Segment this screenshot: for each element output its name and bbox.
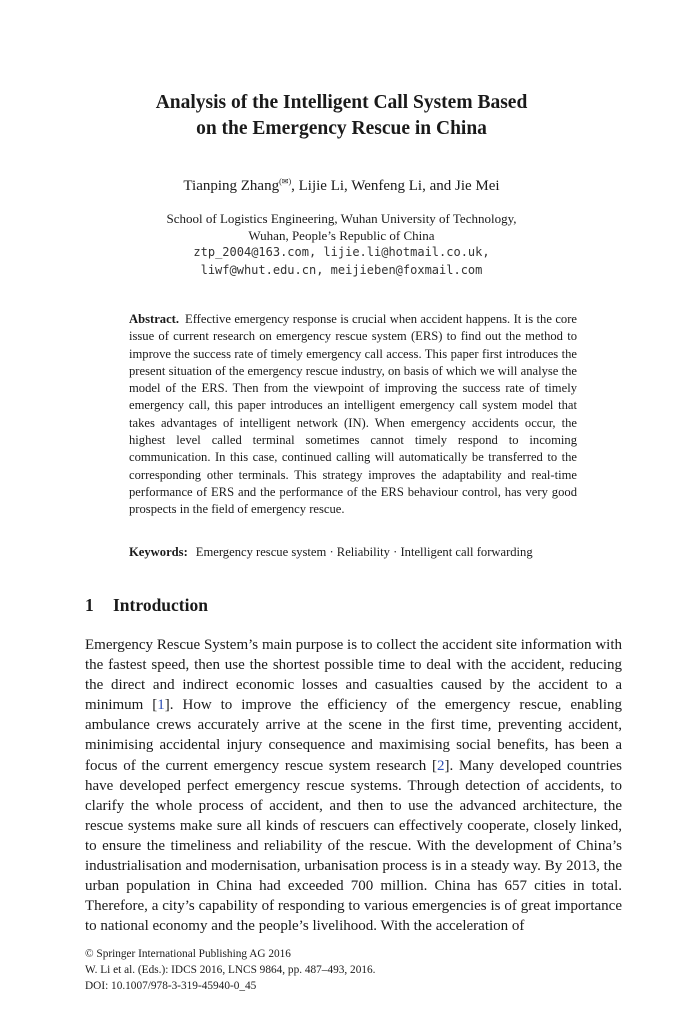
section-title: Introduction xyxy=(113,595,208,615)
email-line-1[interactable]: ztp_2004@163.com, lijie.li@hotmail.co.uk, xyxy=(193,245,490,259)
author-others: , Lijie Li, Wenfeng Li, and Jie Mei xyxy=(291,178,500,194)
body-text-part-1: Emergency Rescue System’s main purpose is to collect the accident site information with the fastest speed, then use the shortest possible time to deal with the accident, reducing the direct and indirect economic losses and casualties caused by the accident to a minimum [ xyxy=(85,637,622,714)
footer-doi[interactable]: DOI: 10.1007/978-3-319-45940-0_45 xyxy=(85,980,257,992)
author-emails xyxy=(60,244,623,279)
title-line-2: on the Emergency Rescue in China xyxy=(196,118,487,139)
email-line-2[interactable]: liwf@whut.edu.cn, meijieben@foxmail.com xyxy=(200,262,483,277)
title-line-1: Analysis of the Intelligent Call System Based xyxy=(155,92,528,113)
citation-link-1[interactable]: 1 xyxy=(157,697,165,714)
keywords xyxy=(129,544,589,561)
abstract-text: Effective emergency response is crucial when accident happens. It is the core issue of current research on emergency rescue system (ERS) to find out the method to improve the success rate of timely emergency call access. This paper first introduces the present situation of the emergency rescue industry, on basis of which we will analyse the model of the ERS. Then from the viewpoint of improving the success rate of timely emergency call, this paper introduces an intelligent emergency call system model that takes advantages of intelligent network (IN). When emergency accidents occur, the highest level called terminal sometimes cannot timely respond to incoming communication. In this case, continued calling will automatically be transferred to the corresponding other terminals. This strategy improves the adaptability and real-time performance of ERS and the performance of the ERS behaviour control, has very good prospects in the field of emergency rescue. xyxy=(129,312,577,517)
paper-title xyxy=(60,90,623,142)
abstract xyxy=(129,311,577,519)
keywords-text: Emergency rescue system · Reliability · Intelligent call forwarding xyxy=(195,545,533,559)
abstract-label: Abstract. xyxy=(129,312,180,326)
author-corresponding: Tianping Zhang xyxy=(183,178,280,194)
body-text-part-2: ]. How to improve the efficiency of the emergency rescue, enabling ambulance crews accurately arrive at the scene in the first time, preventing accident, minimising accidental injury consequence and maximising social benefits, has been a focus of the current emergency rescue system research [ xyxy=(85,697,622,774)
affiliation xyxy=(60,210,623,244)
section-number: 1 xyxy=(85,595,94,615)
affiliation-line-2: Wuhan, People’s Republic of China xyxy=(248,228,435,243)
introduction-paragraph xyxy=(85,635,622,936)
copyright-footer xyxy=(85,946,625,994)
footer-citation: W. Li et al. (Eds.): IDCS 2016, LNCS 9864, pp. 487–493, 2016. xyxy=(85,964,376,976)
affiliation-line-1: School of Logistics Engineering, Wuhan University of Technology, xyxy=(166,211,517,226)
section-heading xyxy=(85,594,208,616)
keywords-label: Keywords: xyxy=(129,545,188,559)
corresponding-author-mark: (✉) xyxy=(279,177,292,186)
body-text-part-3: ]. Many developed countries have developed perfect emergency rescue systems. Through detection of accidents, to clarify the whole process of accident, and then to use the advanced architecture, the rescue systems make sure all kinds of rescuers can effectively cooperate, closely linked, to ensure the timeliness and reliability of the rescue. With the development of China’s industrialisation and modernisation, urbanisation process is in a steady way. By 2013, the urban population in China had exceeded 700 million. China has 657 cities in total. Therefore, a city’s capability of responding to various emergencies is of great importance to national economy and the people’s livelihood. With the acceleration of xyxy=(85,757,623,935)
footer-copyright: © Springer International Publishing AG 2016 xyxy=(85,948,291,960)
citation-link-2[interactable]: 2 xyxy=(436,757,445,774)
author-list xyxy=(60,176,623,196)
